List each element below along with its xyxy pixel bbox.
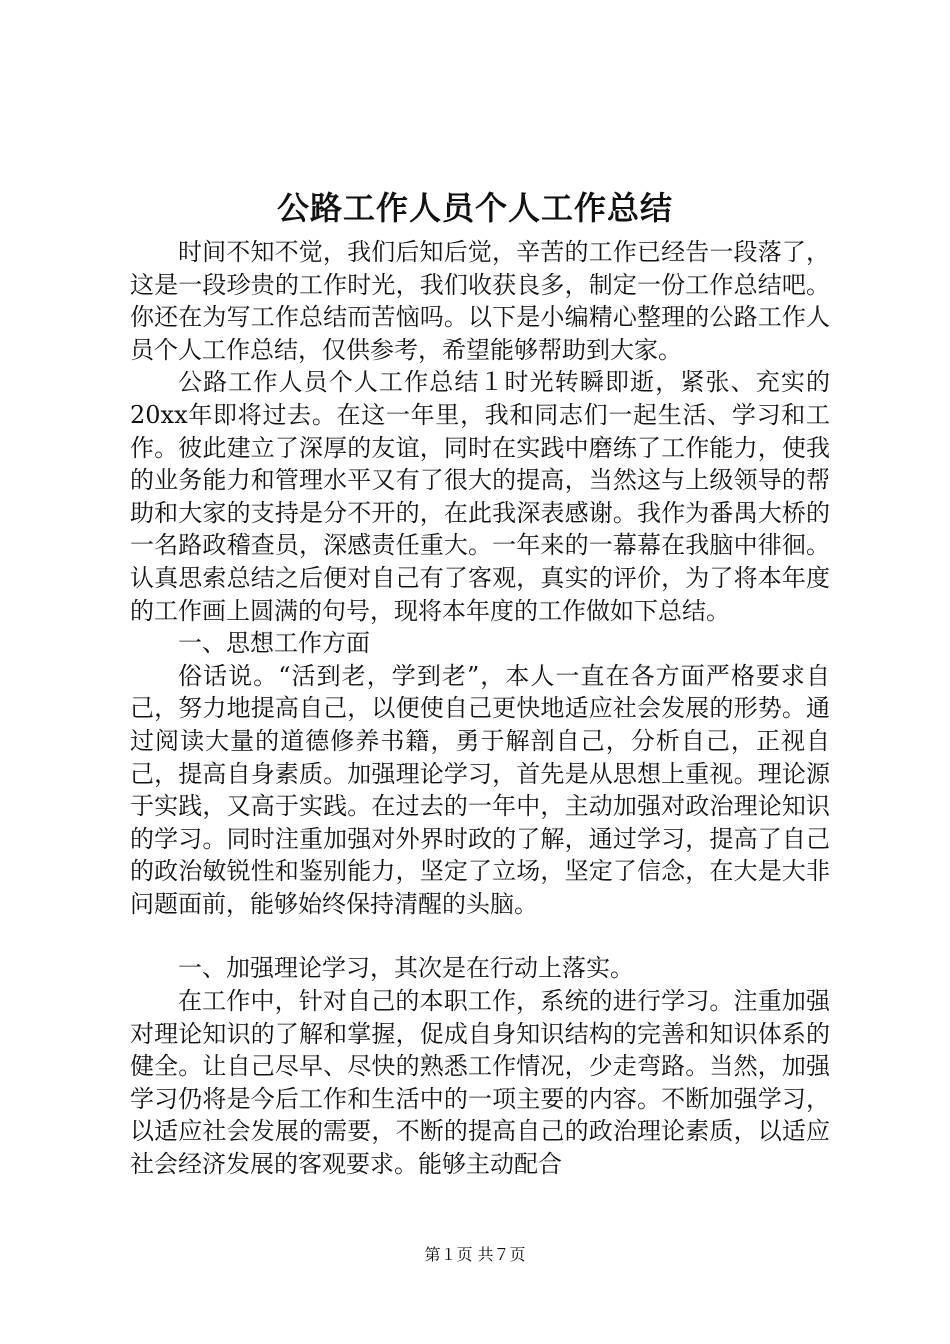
paragraph-intro: 时间不知不觉，我们后知后觉，辛苦的工作已经告一段落了，这是一段珍贵的工作时光，我们收获良多，制定一份工作总结吧。你还在为写工作总结而苦恼吗。以下是小编精心整理的公路工作人员个人工作总结，仅供参考，希望能够帮助到大家。	[130, 238, 830, 364]
paragraph-summary-1: 公路工作人员个人工作总结１时光转瞬即逝，紧张、充实的20xx年即将过去。在这一年里，我和同志们一起生活、学习和工作。彼此建立了深厚的友谊，同时在实践中磨练了工作能力，使我的业务能力和管理水平又有了很大的提高，当然这与上级领导的帮助和大家的支持是分不开的，在此我深表感谢。我作为番禺大桥的一名路政稽查员，深感责任重大。一年来的一幕幕在我脑中徘徊。认真思索总结之后便对自己有了客观，真实的评价，为了将本年度的工作画上圆满的句号，现将本年度的工作做如下总结。	[130, 368, 830, 625]
page-number-footer: 第１页 共７页	[424, 1245, 526, 1264]
paragraph-theory-study: 在工作中，针对自己的本职工作，系统的进行学习。注重加强对理论知识的了解和掌握，促成自身知识结构的完善和知识体系的健全。让自己尽早、尽快的熟悉工作情况，少走弯路。当然，加强学习仍将是今后工作和生活中的一项主要的内容。不断加强学习，以适应社会发展的需要，不断的提高自己的政治理论素质，以适应社会经济发展的客观要求。能够主动配合	[130, 987, 830, 1179]
document-body	[130, 236, 830, 1181]
paragraph-thought-work: 俗话说。“活到老，学到老”，本人一直在各方面严格要求自己，努力地提高自己，以便使自己更快地适应社会发展的形势。通过阅读大量的道德修养书籍，勇于解剖自己，分析自己，正视自己，提高自身素质。加强理论学习，首先是从思想上重视。理论源于实践，又高于实践。在过去的一年中，主动加强对政治理论知识的学习。同时注重加强对外界时政的了解，通过学习，提高了自己的政治敏锐性和鉴别能力，坚定了立场，坚定了信念，在大是大非问题面前，能够始终保持清醒的头脑。	[130, 661, 830, 918]
document-title: 公路工作人员个人工作总结	[276, 189, 673, 227]
section-heading-thought: 一、思想工作方面	[178, 629, 370, 658]
section-heading-theory: 一、加强理论学习，其次是在行动上落实。	[178, 954, 634, 983]
